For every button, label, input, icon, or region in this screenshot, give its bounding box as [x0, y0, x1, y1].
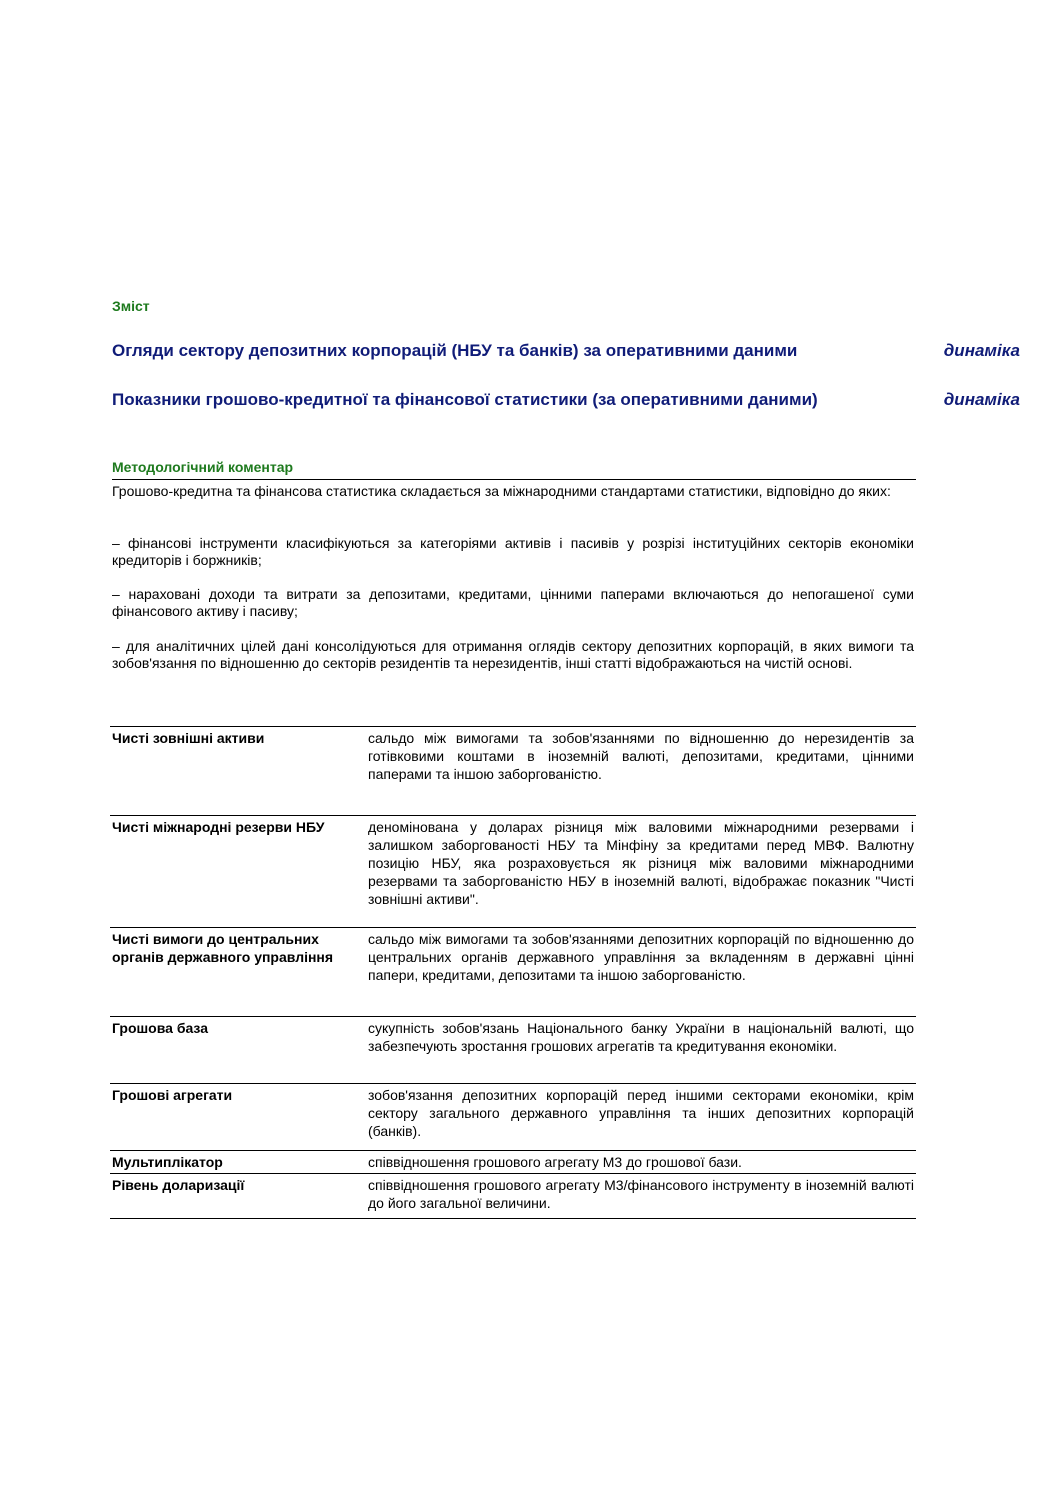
methodology-paragraph: – нараховані доходи та витрати за депозитами, кредитами, цінними паперами включаються до непогашеної суми фінансового активу і пасиву; — [112, 586, 914, 619]
methodology-heading: Методологічний коментар — [112, 459, 294, 475]
glossary-term: Чисті міжнародні резерви НБУ — [112, 819, 325, 835]
glossary-term: Грошові агрегати — [112, 1087, 233, 1103]
methodology-paragraph: – фінансові інструменти класифікуються за категоріями активів і пасивів у розрізі інституційних секторів економіки кредиторів і боржників; — [112, 535, 914, 568]
glossary-row-rule — [110, 1150, 916, 1151]
glossary-row-rule — [110, 1016, 916, 1017]
glossary-definition: деномінована у доларах різниця між валовими міжнародними резервами і залишком заборгованості НБУ та Мінфіну за кредитами перед МВФ. Валютну позицію НБУ, яка розраховується як різниця між валовими міжнародними резервами та заборгованістю НБУ в іноземній валюті, відображає показник "Чисті зовнішні активи". — [368, 819, 914, 907]
toc-item-title: Показники грошово-кредитної та фінансової статистики (за оперативними даними) — [112, 390, 818, 409]
glossary-definition: співвідношення грошового агрегату М3 до грошової бази. — [368, 1154, 742, 1170]
toc-item-deposit-corporations — [112, 341, 1020, 365]
toc-item-title: Огляди сектору депозитних корпорацій (НБУ та банків) за оперативними даними — [112, 341, 798, 360]
contents-heading: Зміст — [112, 298, 150, 314]
toc-item-monetary-indicators — [112, 390, 1020, 414]
glossary-definition: співвідношення грошового агрегату М3/фінансового інструменту в іноземній валюті до його загальної величини. — [368, 1177, 914, 1211]
glossary-row-rule — [110, 1083, 916, 1084]
glossary-row-rule — [110, 815, 916, 816]
glossary-top-rule — [110, 726, 916, 727]
glossary-row-rule — [110, 1173, 916, 1174]
glossary-term: Мультиплікатор — [112, 1154, 223, 1170]
glossary-term: Чисті вимоги до центральних органів державного управління — [112, 931, 334, 965]
glossary-definition: сальдо між вимогами та зобов'язаннями по відношенню до нерезидентів за готівковими коштами в іноземній валюті, депозитами, кредитами, цінними паперами та іншою заборгованістю. — [368, 730, 914, 782]
glossary-term: Грошова база — [112, 1020, 208, 1036]
methodology-paragraph: – для аналітичних цілей дані консолідуються для отримання оглядів сектору депозитних корпорацій, в яких вимоги та зобов'язання по відношенню до секторів резидентів та нерезидентів, інші статті відображаються на чистій основі. — [112, 638, 914, 671]
glossary-definition: зобов'язання депозитних корпорацій перед іншими секторами економіки, крім сектору загального державного управління та інших депозитних корпорацій (банків). — [368, 1087, 914, 1139]
methodology-paragraph: Грошово-кредитна та фінансова статистика складається за міжнародними стандартами статистики, відповідно до яких: — [112, 483, 891, 499]
glossary-row-rule — [110, 927, 916, 928]
toc-dynamics-link[interactable]: динаміка — [943, 390, 1020, 409]
glossary-definition: сальдо між вимогами та зобов'язаннями депозитних корпорацій по відношенню до центральних органів державного управління за вкладенням в державні цінні папери, кредитами, депозитами та іншою заборгованістю. — [368, 931, 914, 983]
toc-dynamics-link[interactable]: динаміка — [943, 341, 1020, 360]
glossary-definition: сукупність зобов'язань Національного банку України в національній валюті, що забезпечують зростання грошових агрегатів та кредитування економіки. — [368, 1020, 914, 1054]
glossary-bottom-rule — [110, 1218, 916, 1219]
methodology-divider — [112, 479, 916, 480]
glossary-term: Рівень доларизації — [112, 1177, 245, 1193]
glossary-term: Чисті зовнішні активи — [112, 730, 265, 746]
